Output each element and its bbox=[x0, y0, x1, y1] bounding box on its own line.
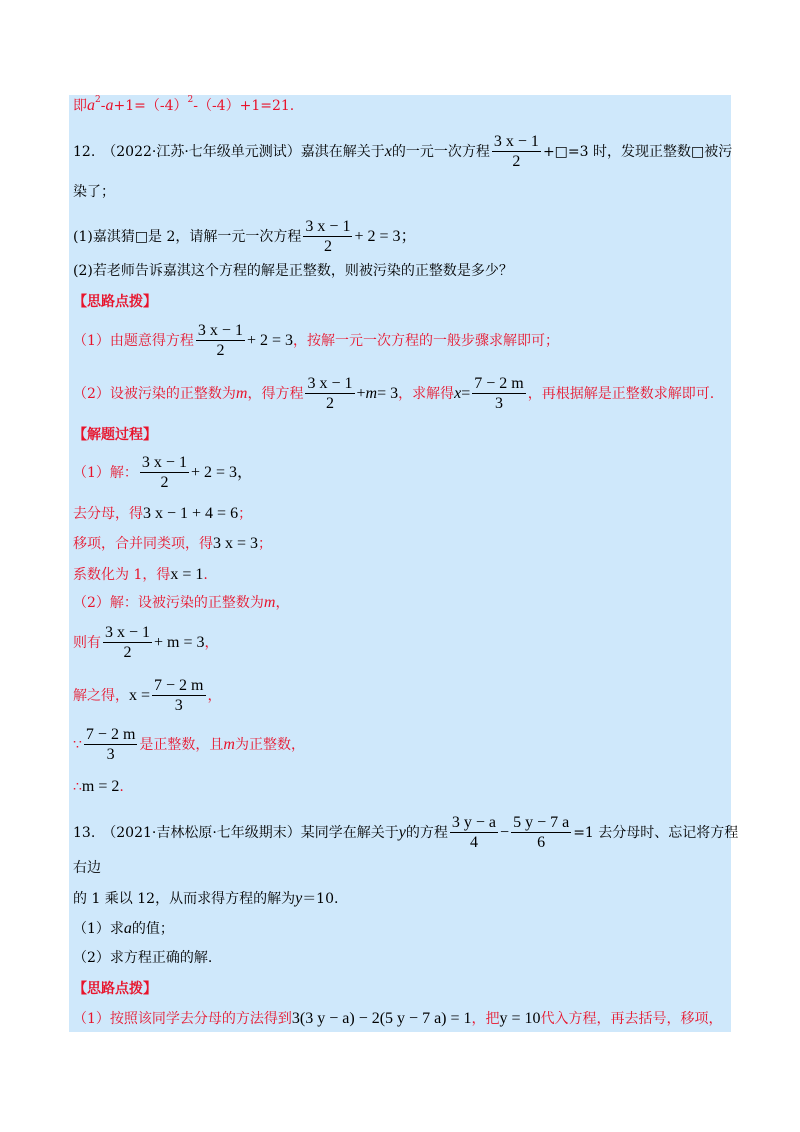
denominator: 2 bbox=[512, 153, 521, 170]
fraction bbox=[450, 814, 498, 851]
question-12-part2 bbox=[73, 262, 513, 280]
equation: x = bbox=[129, 686, 151, 704]
exponent: 2 bbox=[95, 95, 101, 105]
var-a: a bbox=[123, 920, 132, 937]
var-m: m bbox=[235, 384, 248, 402]
text: = 3 bbox=[377, 384, 399, 402]
denominator: 2 bbox=[326, 395, 334, 412]
solution-12-6 bbox=[73, 624, 219, 661]
text: ，得方程 bbox=[247, 385, 304, 402]
fraction bbox=[305, 375, 354, 412]
text: 的一元一次方程 bbox=[391, 143, 490, 160]
var-y: y bbox=[398, 823, 406, 841]
hint-title-12 bbox=[73, 293, 157, 311]
text: ∴ bbox=[73, 779, 82, 795]
text: （2）解：设被污染的正整数为 bbox=[73, 595, 264, 611]
text: ，求解得 bbox=[398, 385, 455, 402]
text: 的方程 bbox=[405, 824, 448, 841]
text: 去分母，得 bbox=[73, 506, 143, 522]
solution-title-12 bbox=[73, 426, 157, 444]
fraction bbox=[472, 375, 525, 412]
text: 【思路点拨】 bbox=[73, 294, 157, 310]
equation: x = 1 bbox=[170, 566, 204, 583]
text: . bbox=[203, 567, 208, 583]
equation: 3 x = 3 bbox=[213, 535, 259, 552]
numerator: 3 y − a bbox=[451, 814, 497, 831]
var-m: m bbox=[365, 384, 378, 402]
text: (2)若老师告诉嘉淇这个方程的解是正整数，则被污染的正整数是多少？ bbox=[73, 263, 513, 279]
numerator: 3 x − 1 bbox=[493, 133, 539, 150]
question-13-part1 bbox=[73, 920, 174, 938]
text: = bbox=[461, 384, 471, 402]
equation: m = 2 bbox=[81, 778, 120, 795]
text: - bbox=[100, 98, 106, 114]
numerator: 5 y − 7 a bbox=[513, 814, 570, 831]
text: 则有 bbox=[73, 634, 101, 651]
equation: + m = 3 bbox=[154, 633, 205, 651]
numerator: 7 − 2 m bbox=[85, 726, 136, 743]
solution-12-2 bbox=[73, 505, 252, 523]
text: ； bbox=[258, 536, 273, 552]
question-13-cont2 bbox=[73, 890, 338, 908]
var-m: m bbox=[263, 594, 276, 611]
text: 为正整数， bbox=[234, 736, 305, 753]
numerator: 7 − 2 m bbox=[474, 375, 524, 392]
numerator: 3 x − 1 bbox=[307, 375, 353, 392]
text: 12. （2022·江苏·七年级单元测试）嘉淇在解关于 bbox=[73, 143, 385, 160]
denominator: 6 bbox=[537, 834, 546, 851]
equation: y = 10 bbox=[499, 1010, 541, 1027]
hint-title-13 bbox=[73, 980, 157, 998]
var-a: a bbox=[105, 97, 114, 114]
text: +1=（-4） bbox=[113, 98, 188, 114]
fraction bbox=[303, 218, 352, 255]
numerator: 3 x − 1 bbox=[141, 454, 187, 471]
solution-12-1 bbox=[73, 454, 253, 491]
text: − bbox=[500, 823, 510, 841]
text: ∵ bbox=[73, 736, 82, 753]
text: . bbox=[119, 779, 124, 795]
text: ，再根据解是正整数求解即可. bbox=[527, 385, 715, 402]
fraction bbox=[152, 677, 205, 714]
text: 代入方程，再去括号，移项， bbox=[540, 1011, 723, 1027]
solution-12-9 bbox=[73, 778, 124, 796]
question-12 bbox=[73, 133, 732, 170]
text: ， bbox=[275, 595, 290, 611]
text: （1）由题意得方程 bbox=[73, 332, 194, 349]
text: 染了； bbox=[73, 184, 115, 200]
text: ，按解一元一次方程的一般步骤求解即可； bbox=[293, 332, 559, 349]
text: +□=3 时，发现正整数□被污 bbox=[542, 143, 733, 160]
var-x: x bbox=[454, 384, 462, 402]
question-13 bbox=[73, 814, 738, 851]
equation: 3(3 y − a) − 2(5 y − 7 a) = 1 bbox=[291, 1010, 472, 1027]
hint-12-2 bbox=[73, 375, 714, 412]
line-a-squared bbox=[73, 97, 294, 115]
text: ， bbox=[207, 687, 222, 704]
fraction bbox=[84, 726, 137, 763]
question-12-cont bbox=[73, 183, 115, 201]
denominator: 2 bbox=[216, 342, 225, 359]
text: 系数化为 1，得 bbox=[73, 567, 171, 583]
numerator: 3 x − 1 bbox=[305, 218, 351, 235]
fraction bbox=[196, 322, 245, 359]
denominator: 3 bbox=[174, 697, 183, 714]
solution-12-3 bbox=[73, 535, 272, 553]
var-x: x bbox=[384, 142, 392, 160]
text: ＝10. bbox=[302, 891, 339, 907]
numerator: 7 − 2 m bbox=[154, 677, 204, 694]
text: （1）按照该同学去分母的方法得到 bbox=[73, 1011, 292, 1027]
denominator: 3 bbox=[495, 395, 504, 412]
solution-12-5 bbox=[73, 594, 289, 612]
text: 13. （2021·吉林松原·七年级期末）某同学在解关于 bbox=[73, 824, 399, 841]
numerator: 3 x − 1 bbox=[197, 322, 243, 339]
equation: 3 x − 1 + 4 = 6 bbox=[143, 505, 239, 522]
text: （1）求 bbox=[73, 921, 124, 937]
exponent: 2 bbox=[187, 95, 194, 105]
text: + bbox=[356, 384, 366, 402]
var-y: y bbox=[295, 890, 303, 907]
fraction bbox=[140, 454, 189, 491]
hint-13-1 bbox=[73, 1010, 723, 1028]
text: 右边 bbox=[73, 860, 101, 876]
text: (1)嘉淇猜□是 2，请解一元一次方程 bbox=[73, 228, 302, 245]
text: 即 bbox=[73, 98, 87, 114]
text: ， bbox=[204, 634, 219, 651]
denominator: 3 bbox=[106, 746, 115, 763]
question-13-cont1 bbox=[73, 859, 101, 877]
denominator: 2 bbox=[323, 238, 332, 255]
question-12-part1 bbox=[73, 218, 417, 255]
text: + 2 = 3； bbox=[354, 227, 417, 245]
question-13-part2 bbox=[73, 949, 212, 967]
numerator: 3 x − 1 bbox=[105, 624, 151, 641]
var-m: m bbox=[223, 735, 235, 753]
solution-12-8 bbox=[73, 726, 305, 763]
fraction bbox=[103, 624, 152, 661]
text: -（-4）+1=21. bbox=[193, 98, 295, 114]
solution-12-7 bbox=[73, 677, 222, 714]
denominator: 2 bbox=[123, 644, 132, 661]
equation: + 2 = 3 bbox=[246, 331, 293, 349]
fraction bbox=[511, 814, 571, 851]
text: ； bbox=[238, 506, 253, 522]
solution-12-4 bbox=[73, 566, 208, 584]
hint-12-1 bbox=[73, 322, 559, 359]
denominator: 2 bbox=[160, 474, 169, 491]
text: 【思路点拨】 bbox=[73, 981, 157, 997]
text: ，把 bbox=[471, 1011, 500, 1027]
text: 解之得， bbox=[73, 687, 129, 704]
text: 移项，合并同类项，得 bbox=[73, 536, 213, 552]
var-a: a bbox=[87, 97, 95, 114]
fraction bbox=[492, 133, 541, 170]
text: （2）求方程正确的解. bbox=[73, 950, 213, 966]
text: 的 1 乘以 12，从而求得方程的解为 bbox=[73, 891, 296, 907]
text: =1 去分母时、忘记将方程 bbox=[573, 824, 739, 841]
denominator: 4 bbox=[469, 834, 478, 851]
text: 的值； bbox=[131, 921, 174, 937]
text: （1）解： bbox=[73, 464, 138, 481]
text: 是正整数，且 bbox=[139, 736, 224, 753]
text: （2）设被污染的正整数为 bbox=[73, 385, 236, 402]
text: 【解题过程】 bbox=[73, 427, 157, 443]
equation: + 2 = 3， bbox=[190, 463, 254, 481]
